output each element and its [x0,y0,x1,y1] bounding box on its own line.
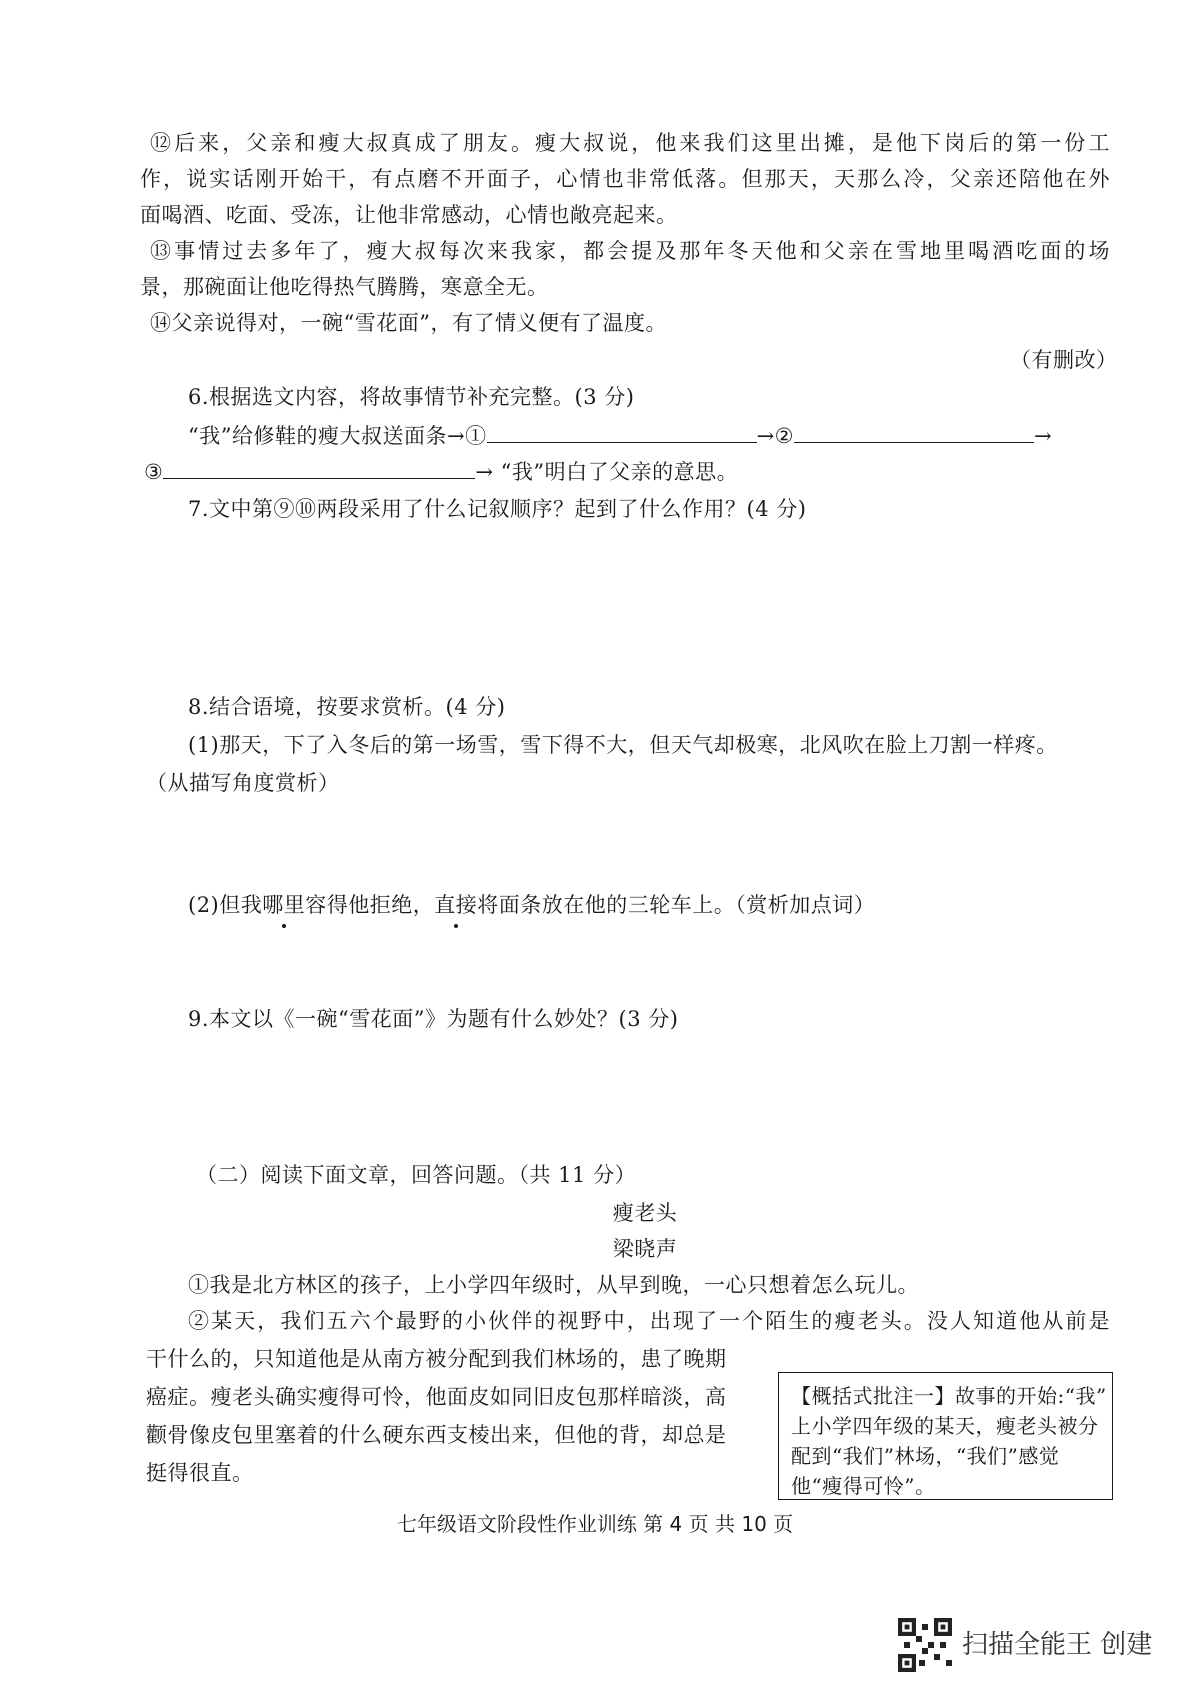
dotted-word-nali: 哪里 [262,890,305,920]
answer-blank-3[interactable] [163,456,475,479]
annotation-line-3: 配到“我们”林场，“我们”感觉 [791,1444,1060,1468]
answer-blank-1[interactable] [487,420,757,443]
paragraph-12-line-2: 作，说实话刚开始干，有点磨不开面子，心情也非常低落。但那天，天那么冷，父亲还陪他在外 [140,167,1110,191]
page-footer: 七年级语文阶段性作业训练 第 4 页 共 10 页 [396,1512,794,1536]
annotation-line-1: 【概括式批注一】故事的开始:“我” [791,1384,1107,1408]
question-8-stem: 8.结合语境，按要求赏析。(4 分) [188,695,506,719]
q8-s2-part-a: (2)但我 [188,893,263,917]
q6-line2-start: ③ [144,460,164,484]
question-8-item-1-line-1: (1)那天，下了入冬后的第一场雪，雪下得不大，但天气却极寒，北风吹在脸上刀割一样疼。 [188,733,1058,757]
q6-line2-end: → “我”明白了父亲的意思。 [475,460,739,484]
annotation-box [778,1372,1113,1500]
question-7-stem: 7.文中第⑨⑩两段采用了什么记叙顺序？起到了什么作用？(4 分) [188,497,807,521]
qr-code-icon [898,1618,952,1672]
question-8-item-1-line-2: （从描写角度赏析） [146,771,340,795]
question-7-answer-area[interactable] [150,530,1110,680]
paragraph-14: ⑭父亲说得对，一碗“雪花面”，有了情义便有了温度。 [150,311,667,335]
source-note: （有删改） [1010,348,1118,372]
q6-line1-start: “我”给修鞋的瘦大叔送面条→① [188,424,487,448]
q8-s2-part-c: 容得他拒绝， [305,893,435,917]
article-author: 梁晓声 [612,1237,678,1261]
paragraph-12-line-1: ⑫后来，父亲和瘦大叔真成了朋友。瘦大叔说，他来我们这里出摊，是他下岗后的第一份工 [150,131,1110,155]
article-title: 瘦老头 [612,1201,678,1225]
paragraph-12-line-3: 面喝酒、吃面、受冻，让他非常感动，心情也敞亮起来。 [140,203,678,227]
question-8-item-2-answer-area[interactable] [150,930,1110,1000]
annotation-line-2: 上小学四年级的某天，瘦老头被分 [791,1414,1099,1438]
article-paragraph-2-line-2: 干什么的，只知道他是从南方被分配到我们林场的，患了晚期 [146,1347,727,1371]
question-9-stem: 9.本文以《一碗“雪花面”》为题有什么妙处？(3 分) [188,1007,679,1031]
article-paragraph-2-line-4: 颧骨像皮包里塞着的什么硬东西支棱出来，但他的背，却总是 [146,1423,727,1447]
question-6-line-1 [188,420,1052,451]
article-paragraph-1: ①我是北方林区的孩子，上小学四年级时，从早到晚，一心只想着怎么玩儿。 [188,1273,919,1297]
q8-s2-part-e: 将面条放在他的三轮车上。（赏析加点词） [477,893,876,917]
paragraph-13-line-1: ⑬事情过去多年了，瘦大叔每次来我家，都会提及那年冬天他和父亲在雪地里喝酒吃面的场 [150,239,1110,263]
question-9-answer-area[interactable] [150,1040,1110,1150]
question-8-item-1-answer-area[interactable] [150,805,1110,885]
article-paragraph-2-line-5: 挺得很直。 [146,1461,254,1485]
q6-arrow-2: →② [756,424,794,448]
article-paragraph-2-line-1: ②某天，我们五六个最野的小伙伴的视野中，出现了一个陌生的瘦老头。没人知道他从前是 [188,1309,1110,1333]
question-8-item-2 [188,890,875,920]
article-paragraph-2-line-3: 癌症。瘦老头确实瘦得可怜，他面皮如同旧皮包那样暗淡，高 [146,1385,727,1409]
question-6-stem: 6.根据选文内容，将故事情节补充完整。(3 分) [188,385,635,409]
paragraph-13-line-2: 景，那碗面让他吃得热气腾腾，寒意全无。 [140,275,549,299]
annotation-line-4: 他“瘦得可怜”。 [791,1474,936,1498]
scanner-watermark: 扫描全能王 创建 [962,1630,1153,1660]
question-6-line-2 [144,456,738,487]
section-2-heading: （二）阅读下面文章，回答问题。（共 11 分） [196,1163,637,1187]
dotted-word-zhijie: 直接 [434,890,477,920]
q6-arrow-end: → [1034,424,1053,448]
answer-blank-2[interactable] [794,420,1034,443]
